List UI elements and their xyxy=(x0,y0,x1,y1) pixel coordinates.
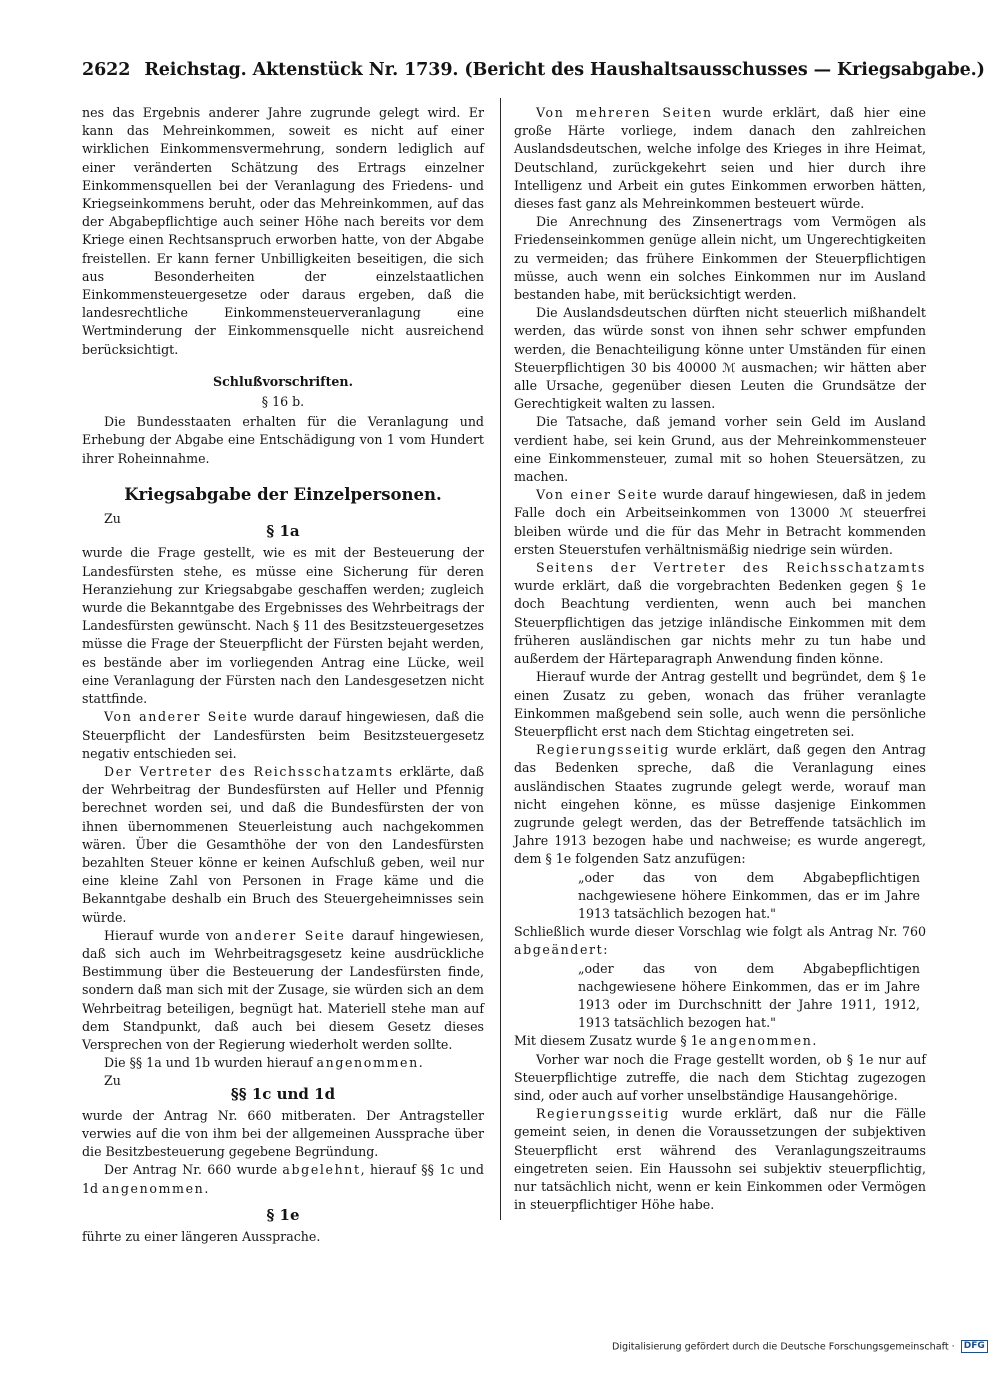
paragraph xyxy=(514,486,926,559)
paragraph: Die Tatsache, daß jemand vorher sein Geld im Ausland verdient habe, sei kein Grund, aus der Mehreinkommensteuer eine Einkommensteuer, zumal mit so hohen Steuersätzen, zu machen. xyxy=(514,414,926,485)
text-span: wurde erklärt, daß gegen den Antrag das Bedenken spreche, daß die Veranlagung eines ausländischen Staates zugrunde gelegt werde, worauf man nicht eingehen könne, es müsse dasjenige Einkommen zugrunde gelegt werden, das der Betreffende tatsächlich im Jahre 1913 bezogen habe und nachweise; es wurde angeregt, dem § 1e folgenden Satz anzufügen: xyxy=(514,742,926,867)
spaced-emphasis: Von einer Seite xyxy=(536,487,659,503)
chapter-heading: Kriegsabgabe der Einzelpersonen. xyxy=(124,484,442,504)
quoted-amendment: „oder das von dem Abgabepflichtigen nachgewiesene höhere Einkommen, das er im Jahre 1913 tatsächlich bezogen hat." xyxy=(578,869,920,921)
text-span: wurde erklärt, daß nur die Fälle gemeint seien, in denen die Voraussetzungen der subjektiven Steuerpflicht erst während des Veranlagungszeitraums eingetreten seien. Ein Haussohn sei subjektiv steuerpflichtig, nur tatsächlich nicht, wenn er kein Einkommen oder Vermögen in steuerpflichtiger Höhe habe. xyxy=(514,1106,926,1213)
text-span: Mit diesem Zusatz wurde § 1e xyxy=(514,1033,711,1049)
spaced-emphasis: angenommen. xyxy=(710,1033,819,1049)
running-header xyxy=(82,60,985,80)
spaced-emphasis: abgeändert: xyxy=(514,942,610,958)
paragraph xyxy=(82,708,484,763)
text-span: darauf hingewiesen, daß sich auch im Wehrbeitragsgesetz keine ausdrückliche Bestimmung über die Besteuerung der Landesfürsten finde, sondern daß man sich mit der Zusage, sie würden sich an dem Wehrbeitrag beteiligen, begnügt hat. Materiell stehe man auf dem Standpunkt, daß auch bei diesem Gesetz dieses Versprechen von der Regierung wiederholt werden sollte. xyxy=(82,927,484,1052)
paragraph xyxy=(514,741,926,868)
digitization-footer xyxy=(612,1340,988,1353)
paragraph: wurde die Frage gestellt, wie es mit der Besteuerung der Landesfürsten stehe, es müsse eine Sicherung für deren Heranziehung zur Kriegsabgabe geschaffen werden; zugleich wurde die Bekanntgabe des Ergebnisses des Wehrbeitrags der Landesfürsten gewünscht. Nach § 11 des Besitzsteuergesetzes müsse die Frage der Steuerpflicht der Fürsten bejaht werden, es bestände aber im vorliegenden Antrag eine Lücke, weil eine Veranlagung der Fürsten nach den Landesgesetzen nicht stattfinde. xyxy=(82,545,484,707)
text-span: Der Antrag Nr. 660 wurde xyxy=(104,1162,283,1178)
paragraph-heading: § 1a xyxy=(266,522,300,541)
paragraph: Vorher war noch die Frage gestellt worden, ob § 1e nur auf Steuerpflichtige zutreffe, die nach dem Stichtag zugezogen sind, oder auch auf vorher unselbständige Hausangehörige. xyxy=(514,1051,926,1103)
spaced-emphasis: angenommen. xyxy=(102,1180,210,1196)
paragraph xyxy=(514,1105,926,1214)
paragraph xyxy=(82,763,484,927)
text-span: , hierauf §§ 1c und 1d xyxy=(82,1162,484,1196)
paragraph xyxy=(82,927,484,1054)
left-column xyxy=(82,104,484,1246)
zu-label: Zu xyxy=(104,1073,121,1089)
paragraph: wurde der Antrag Nr. 660 mitberaten. Der Antragsteller verwies auf die von ihm bei der allgemeinen Aussprache über die Besitzbesteuerung gegebene Begründung. xyxy=(82,1107,484,1160)
paragraph xyxy=(514,923,926,959)
spaced-emphasis: abgelehnt xyxy=(282,1162,361,1178)
text-span: wurde darauf hingewiesen, daß die Steuerpflicht der Landesfürsten beim Besitzsteuergesetz negativ entschieden sei. xyxy=(82,709,484,761)
spaced-emphasis: Regierungsseitig xyxy=(536,742,670,758)
spaced-emphasis: Von anderer Seite xyxy=(104,709,249,725)
quoted-amendment: „oder das von dem Abgabepflichtigen nachgewiesene höhere Einkommen, das er im Jahre 1913 oder im Durchschnitt der Jahre 1911, 1912, 1913 tatsächlich bezogen hat." xyxy=(578,960,920,1031)
footer-text: Digitalisierung gefördert durch die Deutsche Forschungsgemeinschaft · xyxy=(612,1341,955,1353)
text-span: wurde darauf hingewiesen, daß in jedem Falle doch ein Arbeitseinkommen von 13000 ℳ steuerfrei bleiben würde und die für das Mehr in Betracht kommenden ersten Steuerstufen verhältnismäßig niedrige sein würden. xyxy=(514,487,926,557)
spaced-emphasis: Der Vertreter des Reichsschatzamts xyxy=(104,763,394,779)
text-span: Schließlich wurde dieser Vorschlag wie folgt als Antrag Nr. 760 xyxy=(514,924,926,940)
page-number: 2622 xyxy=(82,60,131,80)
paragraph xyxy=(82,1054,484,1072)
column-divider xyxy=(500,98,501,1220)
paragraph xyxy=(514,104,926,213)
right-column xyxy=(514,104,926,1214)
paragraph: Die Auslandsdeutschen dürften nicht steuerlich mißhandelt werden, das würde sonst von ihnen sehr schwer empfunden werden, die Benachteiligung könne unter Umständen für einen Steuerpflichtigen 30 bis 40000 ℳ ausmachen; wir hätten aber alle Ursache, gegenüber diesen Leuten die Grundsätze der Gerechtigkeit walten zu lassen. xyxy=(514,305,926,412)
text-span: erklärte, daß der Wehrbeitrag der Bundesfürsten auf Heller und Pfennig berechnet worden sei, und daß die Bundesfürsten der von ihnen übernommenen Steuerleistung auch nachgekommen wären. Über die Gesamthöhe der von den Landesfürsten bezahlten Steuer könne er keinen Aufschluß geben, weil nur eine kleine Zahl von Personen in Frage käme und die Bekanntgabe deshalb ein Bruch des Steuergeheimnisses sein würde. xyxy=(82,763,484,925)
paragraph-number: § 16 b. xyxy=(261,394,305,410)
paragraph: führte zu einer längeren Aussprache. xyxy=(82,1228,321,1244)
running-title: Reichstag. Aktenstück Nr. 1739. (Bericht des Haushaltsausschusses — Kriegsabgabe.) xyxy=(144,60,985,80)
zu-label: Zu xyxy=(104,511,121,527)
spaced-emphasis: anderer Seite xyxy=(235,927,346,943)
text-span: wurde erklärt, daß die vorgebrachten Bedenken gegen § 1e doch Beachtung verdienten, wenn auch bei manchen Steuerpflichtigen das jetzige inländische Einkommen mit dem früheren ausländischen gar nichts mehr zu tun habe und außerdem der Härteparagraph Anwendung finden könne. xyxy=(514,578,926,667)
paragraph: Die Bundesstaaten erhalten für die Veranlagung und Erhebung der Abgabe eine Entschädigung von 1 vom Hundert ihrer Roheinnahme. xyxy=(82,414,484,466)
paragraph xyxy=(514,559,926,668)
spaced-emphasis: Seitens der Vertreter des Reichsschatzamts xyxy=(536,560,926,576)
paragraph-heading: §§ 1c und 1d xyxy=(230,1084,336,1103)
text-span: wurde erklärt, daß hier eine große Härte vorliege, indem danach den zahlreichen Auslandsdeutschen, welche infolge des Krieges in ihre Heimat, Deutschland, zurückgekehrt seien und hier durch ihre Intelligenz und Arbeit ein gutes Einkommen erworben hätten, dieses fast ganz als Mehreinkommen besteuert würde. xyxy=(514,105,926,212)
paragraph xyxy=(82,1161,484,1197)
text-span: Hierauf wurde von xyxy=(104,927,235,943)
paragraph: nes das Ergebnis anderer Jahre zugrunde gelegt wird. Er kann das Mehreinkommen, soweit es nicht auf einer wirklichen Einkommensvermehrung, sondern lediglich auf einer veränderten Schätzung des Ertrags einzelner Einkommensquellen bei der Veranlagung des Friedens- und Kriegseinkommens beruht, oder das Mehreinkommen, auf das der Abgabepflichtige auch seiner Höhe nach bereits vor dem Kriege einen Rechtsanspruch erworben hatte, von der Abgabe freistellen. Er kann ferner Unbilligkeiten beseitigen, die sich aus Besonderheiten der einzelstaatlichen Einkommensteuergesetze oder daraus ergeben, daß die landesrechtliche Einkommensteuerveranlagung eine Wertminderung der Einkommensquelle nicht ausreichend berücksichtigt. xyxy=(82,105,484,357)
section-title: Schlußvorschriften. xyxy=(213,373,353,389)
paragraph: Hierauf wurde der Antrag gestellt und begründet, dem § 1e einen Zusatz zu geben, wonach das früher veranlagte Einkommen maßgebend sein solle, auch wenn die persönliche Steuerpflicht erst nach dem Stichtag eingetreten sei. xyxy=(514,669,926,739)
dfg-logo-icon: DFG xyxy=(961,1340,988,1353)
paragraph xyxy=(514,1032,926,1050)
spaced-emphasis: angenommen. xyxy=(316,1055,425,1071)
paragraph: Die Anrechnung des Zinsenertrags vom Vermögen als Friedenseinkommen genüge allein nicht, um Ungerechtigkeiten zu vermeiden; das frühere Einkommen der Steuerpflichtigen müsse, auch wenn ein solches Einkommen nur im Ausland bestanden habe, mit berücksichtigt werden. xyxy=(514,214,926,303)
spaced-emphasis: Von mehreren Seiten xyxy=(536,105,713,120)
spaced-emphasis: Regierungsseitig xyxy=(536,1106,670,1122)
paragraph-heading: § 1e xyxy=(266,1205,300,1224)
text-span: Die §§ 1a und 1b wurden hierauf xyxy=(104,1055,317,1071)
